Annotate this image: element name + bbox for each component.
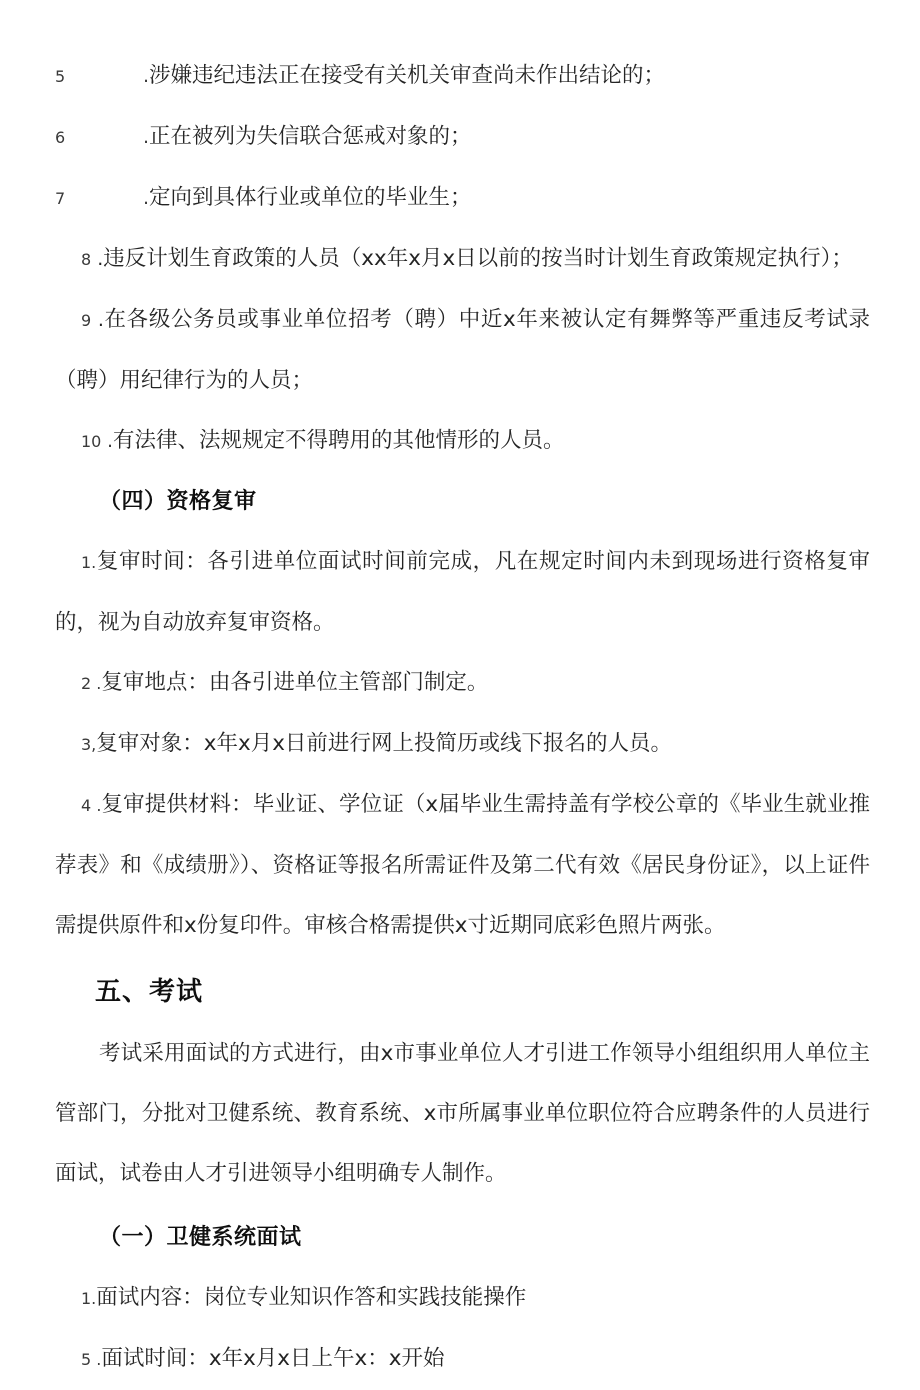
heading-four-qualification-review: （四）资格复审 bbox=[99, 489, 257, 514]
clause-5-text: 涉嫌违纪违法正在接受有关机关审查尚未作出结论的； bbox=[149, 63, 666, 88]
clause-9 bbox=[55, 290, 870, 411]
clause-10-number: 10 bbox=[81, 432, 102, 451]
clause-8 bbox=[55, 229, 870, 290]
clause-6-separator: . bbox=[143, 126, 150, 148]
examination-description: 考试采用面试的方式进行，由x市事业单位人才引进工作领导小组组织用人单位主管部门，分批对卫健系统、教育系统、x市所属事业单位职位符合应聘条件的人员进行面试，试卷由人才引进领导小组明确专人制作。 bbox=[55, 1041, 870, 1186]
review-item-1-text: 复审时间：各引进单位面试时间前完成，凡在规定时间内未到现场进行资格复审的，视为自动放弃复审资格。 bbox=[55, 549, 870, 635]
interview-item-5-text: 面试时间：x年x月x日上午x：x开始 bbox=[101, 1346, 445, 1371]
review-item-3-text: 复审对象：x年x月x日前进行网上投简历或线下报名的人员。 bbox=[96, 731, 672, 756]
interview-item-5 bbox=[55, 1329, 870, 1390]
interview-item-5-number: 5 . bbox=[81, 1350, 102, 1369]
review-item-2-text: 复审地点：由各引进单位主管部门制定。 bbox=[101, 670, 489, 695]
interview-item-1-number: 1. bbox=[81, 1289, 97, 1308]
review-item-3-number: 3, bbox=[81, 735, 97, 754]
clause-8-number: 8 bbox=[81, 250, 92, 269]
clause-6-number: 6 bbox=[55, 128, 66, 147]
clause-10-text: 有法律、法规规定不得聘用的其他情形的人员。 bbox=[113, 428, 565, 453]
review-item-1-number: 1. bbox=[81, 553, 97, 572]
clause-10 bbox=[55, 411, 870, 472]
clause-7-separator: . bbox=[143, 187, 150, 209]
clause-7-text: 定向到具体行业或单位的毕业生； bbox=[149, 185, 472, 210]
clause-7 bbox=[55, 168, 870, 229]
interview-item-1-text: 面试内容：岗位专业知识作答和实践技能操作 bbox=[96, 1285, 527, 1310]
review-item-2 bbox=[55, 653, 870, 714]
clause-9-text: 在各级公务员或事业单位招考（聘）中近x年来被认定有舞弊等严重违反考试录（聘）用纪律行为的人员； bbox=[55, 307, 870, 393]
clause-8-separator: . bbox=[91, 248, 104, 270]
review-item-4 bbox=[55, 775, 870, 956]
clause-6-text: 正在被列为失信联合惩戒对象的； bbox=[149, 124, 472, 149]
clause-5-number: 5 bbox=[55, 67, 66, 86]
review-item-4-text: 复审提供材料：毕业证、学位证（x届毕业生需持盖有学校公章的《毕业生就业推荐表》和《成绩册》）、资格证等报名所需证件及第二代有效《居民身份证》，以上证件需提供原件和x份复印件。审核合格需提供x寸近期同底彩色照片两张。 bbox=[55, 792, 870, 938]
review-item-2-number: 2 . bbox=[81, 674, 102, 693]
review-item-4-number: 4 . bbox=[81, 796, 102, 815]
document-body bbox=[55, 46, 870, 1390]
clause-5 bbox=[55, 46, 870, 107]
clause-9-separator: . bbox=[91, 309, 104, 331]
clause-9-number: 9 bbox=[81, 311, 92, 330]
clause-6 bbox=[55, 107, 870, 168]
heading-one-health-system-interview: （一）卫健系统面试 bbox=[99, 1225, 302, 1250]
interview-item-1 bbox=[55, 1268, 870, 1329]
review-item-1 bbox=[55, 532, 870, 653]
clause-7-number: 7 bbox=[55, 189, 66, 208]
clause-8-text: 违反计划生育政策的人员（xx年x月x日以前的按当时计划生育政策规定执行）； bbox=[103, 246, 853, 271]
clause-5-separator: . bbox=[143, 65, 150, 87]
heading-five-examination: 五、考试 bbox=[95, 977, 204, 1007]
clause-10-separator: . bbox=[107, 430, 114, 452]
review-item-3 bbox=[55, 714, 870, 775]
